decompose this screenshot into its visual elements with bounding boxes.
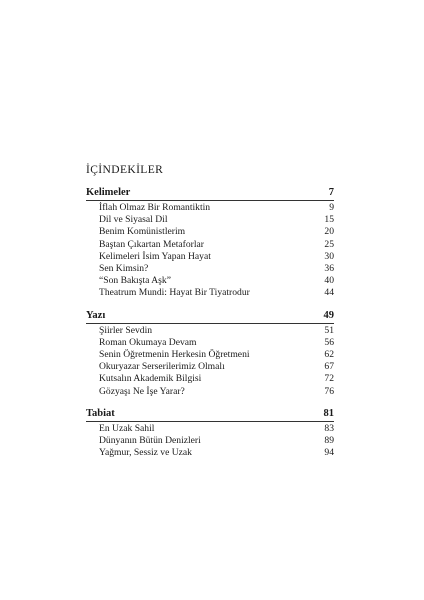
entry-page-number: 36 (324, 263, 334, 275)
toc-entry (86, 275, 334, 287)
toc-entry (86, 226, 334, 238)
section-heading (86, 407, 334, 422)
entry-title: Kutsalın Akademik Bilgisi (99, 373, 202, 385)
toc-entry (86, 386, 334, 398)
toc-entry (86, 423, 334, 435)
toc-entry (86, 251, 334, 263)
entry-page-number: 67 (324, 361, 334, 373)
toc-entry (86, 373, 334, 385)
entry-title: Yağmur, Sessiz ve Uzak (99, 447, 192, 459)
entry-title: Gözyaşı Ne İşe Yarar? (99, 385, 185, 397)
toc-entry (86, 239, 334, 251)
toc-entry (86, 325, 334, 337)
toc-entry (86, 435, 334, 447)
toc-entry (86, 287, 334, 299)
entry-title: Şiirler Sevdin (99, 324, 153, 336)
entry-page-number: 62 (324, 349, 334, 361)
toc-entry (86, 361, 334, 373)
toc-entry (86, 214, 334, 226)
toc-entry (86, 202, 334, 214)
toc-section-yazi (86, 309, 334, 398)
toc-entry (86, 349, 334, 361)
entry-title: Okuryazar Serserilerimiz Olmalı (99, 361, 225, 373)
entry-title: İflah Olmaz Bir Romantiktin (99, 202, 211, 213)
entry-title: Kelimeleri İsim Yapan Hayat (99, 250, 211, 262)
entry-page-number: 94 (324, 447, 334, 459)
entry-title: Senin Öğretmenin Herkesin Öğretmeni (99, 349, 250, 361)
entry-title: Dil ve Siyasal Dil (99, 214, 168, 226)
entry-page-number: 56 (324, 336, 334, 348)
entry-page-number: 15 (324, 214, 334, 226)
entry-page-number: 72 (324, 373, 334, 385)
entry-page-number: 89 (324, 435, 334, 447)
section-page-number: 7 (328, 187, 334, 198)
entry-page-number: 83 (324, 422, 334, 434)
entry-page-number: 20 (324, 226, 334, 238)
toc-entry (86, 263, 334, 275)
section-page-number: 49 (323, 309, 334, 321)
entry-page-number: 25 (324, 238, 334, 250)
entry-page-number: 30 (324, 250, 334, 262)
section-title: Yazı (86, 309, 106, 321)
entry-title: Dünyanın Bütün Denizleri (99, 435, 201, 447)
entry-title: Theatrum Mundi: Hayat Bir Tiyatrodur (99, 287, 250, 299)
section-page-number: 81 (323, 407, 334, 419)
toc-section-tabiat (86, 407, 334, 460)
entry-page-number: 9 (329, 202, 334, 213)
section-heading (86, 186, 334, 201)
entry-title: Baştan Çıkartan Metaforlar (99, 238, 204, 250)
entry-page-number: 76 (324, 385, 334, 397)
toc-section-kelimeler (86, 186, 334, 300)
entry-title: Benim Komünistlerim (99, 226, 186, 238)
entry-page-number: 44 (324, 287, 334, 299)
section-title: Tabiat (86, 407, 115, 419)
entry-title: Roman Okumaya Devam (99, 336, 197, 348)
entry-page-number: 51 (324, 324, 334, 336)
entry-page-number: 40 (324, 275, 334, 287)
toc-entry (86, 447, 334, 459)
table-of-contents (86, 163, 334, 468)
entry-title: En Uzak Sahil (99, 422, 155, 434)
entry-title: “Son Bakışta Aşk” (99, 275, 171, 287)
entry-title: Sen Kimsin? (99, 263, 149, 275)
toc-title: İÇİNDEKİLER (86, 164, 164, 176)
section-heading (86, 309, 334, 324)
section-title: Kelimeler (86, 187, 131, 198)
toc-entry (86, 337, 334, 349)
